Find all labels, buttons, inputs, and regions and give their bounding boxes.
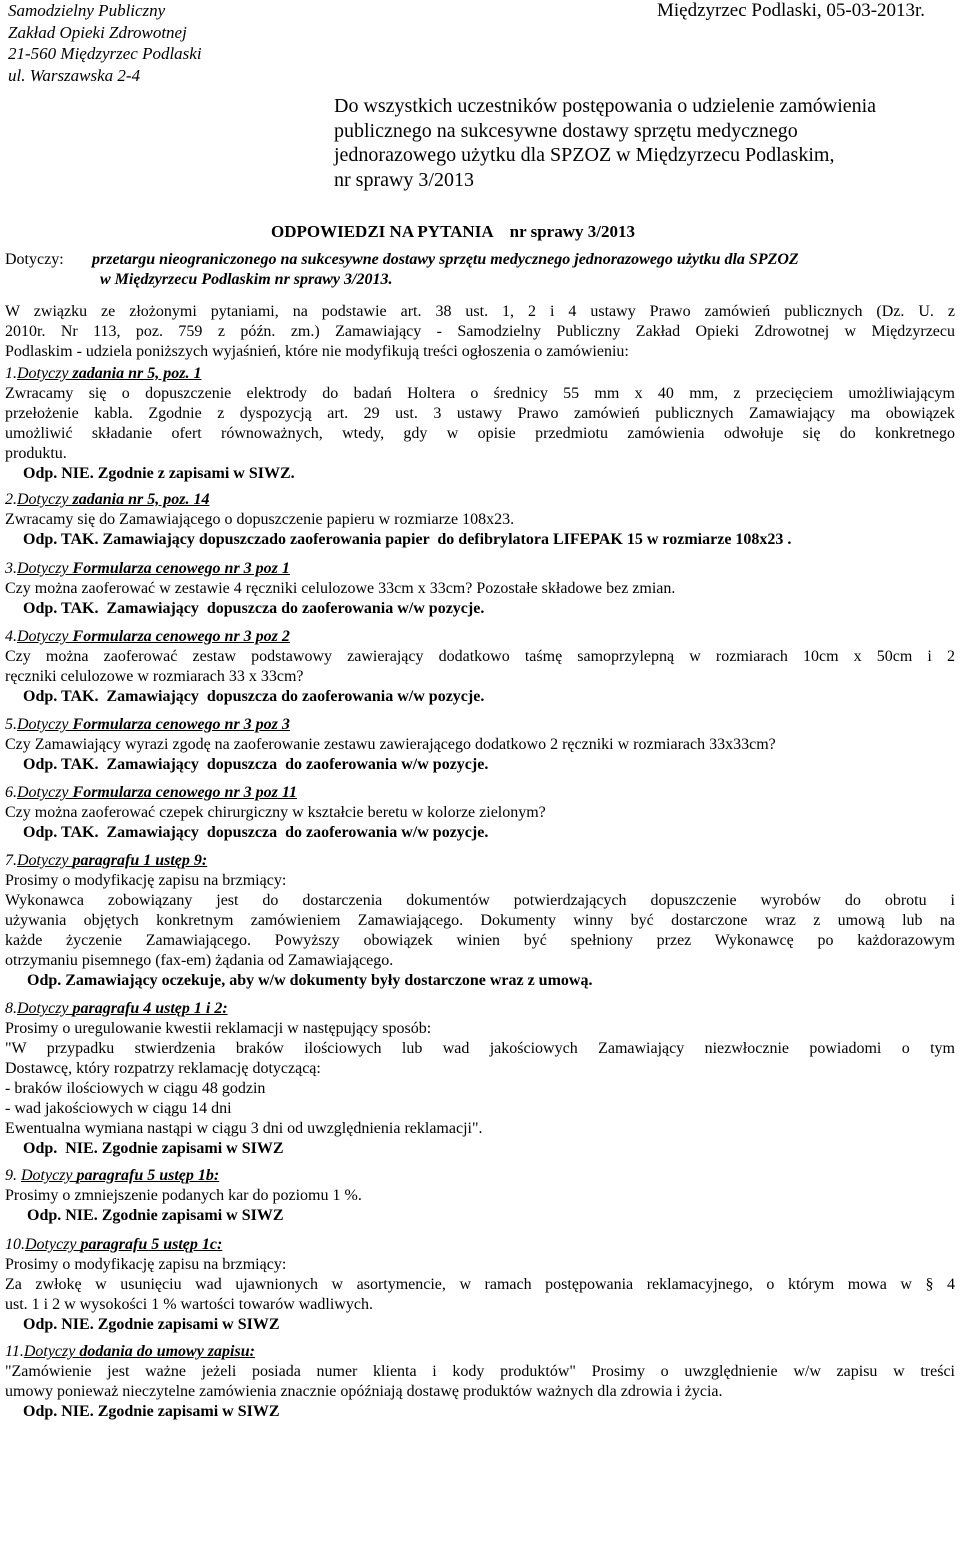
question-number: 8. (5, 1000, 17, 1017)
question-text-line: Prosimy o zmniejszenie podanych kar do poziomu 1 %. (5, 1187, 362, 1204)
recipient-line: nr sprawy 3/2013 (334, 168, 474, 191)
question-text-line: Za zwłokę w usunięciu wad ujawnionych w asortymencie, w ramach postępowania reklamacyjnego, o którym mowa w § 4 (5, 1276, 955, 1293)
question-subject: Dotyczy paragrafu 5 ustęp 1b: (21, 1167, 220, 1184)
sender-line: Zakład Opieki Zdrowotnej (8, 22, 187, 42)
question-subject: Dotyczy dodania do umowy zapisu: (23, 1343, 255, 1360)
question-text-line: Zwracamy się do Zamawiającego o dopuszczenie papieru w rozmiarze 108x23. (5, 511, 515, 528)
question-text-line: przełożenie kabla. Zgodnie z dyspozycją art. 29 ust. 3 ustawy Prawo zamówień publicznych Zamawiający ma obowiązek (5, 405, 955, 422)
subject-line: przetargu nieograniczonego na sukcesywne dostawy sprzętu medycznego jednorazowego użytku dla SPZOZ (92, 251, 799, 268)
question-heading (5, 627, 955, 647)
subject-label: Dotyczy: (5, 251, 64, 268)
question-text-line: Czy Zamawiający wyrazi zgodę na zaoferowanie zestawu zawierającego dodatkowo 2 ręczniki w rozmiarach 33x33cm? (5, 736, 776, 753)
question-item (5, 783, 955, 843)
answer-line: Odp. TAK. Zamawiający dopuszcza do zaoferowania w/w pozycje. (23, 688, 485, 705)
question-item (5, 1235, 955, 1335)
answer-line: Odp. TAK. Zamawiający dopuszcza do zaoferowania w/w pozycje. (23, 824, 489, 841)
intro-line: Podlaskim - udziela poniższych wyjaśnień, które nie modyfikują treści ogłoszenia o zamówieniu: (5, 343, 629, 360)
questions-list (5, 364, 955, 1422)
question-item (5, 490, 955, 550)
question-heading (5, 851, 955, 871)
sender-address (8, 0, 202, 86)
question-text-line: "Zamówienie jest ważne jeżeli posiada numer klienta i kody produktów" Prosimy o uwzględnienie w/w zapisu w treści (5, 1363, 955, 1380)
question-text-line: Czy można zaoferować w zestawie 4 ręczniki celulozowe 33cm x 33cm? Pozostałe składowe bez zmian. (5, 580, 676, 597)
question-subject: Dotyczy paragrafu 1 ustęp 9: (17, 852, 208, 869)
question-text-line: - braków ilościowych w ciągu 48 godzin (5, 1080, 266, 1097)
question-number: 5. (5, 716, 17, 733)
question-item (5, 851, 955, 991)
question-text-line: używania objętych konkretnym zamówieniem Zamawiającego. Dokumenty winny być dostarczone wraz z umową lub na (5, 912, 955, 929)
answer-line: Odp. TAK. Zamawiający dopuszcza do zaoferowania w/w pozycje. (23, 600, 485, 617)
subject-line: w Międzyrzecu Podlaskim nr sprawy 3/2013. (100, 271, 393, 288)
subject-text (92, 250, 799, 290)
question-subject: Dotyczy zadania nr 5, poz. 14 (17, 491, 210, 508)
question-text-line: Czy można zaoferować czepek chirurgiczny w kształcie beretu w kolorze zielonym? (5, 804, 546, 821)
question-text-line: ust. 1 i 2 w wysokości 1 % wartości towarów wadliwych. (5, 1296, 373, 1313)
question-item (5, 364, 955, 484)
question-heading (5, 715, 955, 735)
question-number: 10. (5, 1236, 25, 1253)
sender-line: Samodzielny Publiczny (8, 1, 166, 20)
question-subject: Dotyczy paragrafu 5 ustęp 1c: (25, 1236, 223, 1253)
question-item (5, 1342, 955, 1422)
question-item (5, 627, 955, 707)
question-item (5, 999, 955, 1159)
question-subject: Dotyczy zadania nr 5, poz. 1 (17, 365, 202, 382)
question-number: 11. (5, 1343, 24, 1360)
questions-container (5, 364, 955, 1422)
answer-line: Odp. NIE. Zgodnie zapisami w SIWZ (23, 1316, 280, 1333)
question-text-line: produktu. (5, 445, 67, 462)
question-number: 3. (5, 560, 17, 577)
question-subject: Dotyczy Formularza cenowego nr 3 poz 3 (17, 716, 290, 733)
sender-line: ul. Warszawska 2-4 (8, 65, 141, 85)
question-heading (5, 1235, 955, 1255)
recipient-block (334, 94, 876, 192)
document-title: ODPOWIEDZI NA PYTANIA nr sprawy 3/2013 (271, 222, 635, 241)
question-text-line: umożliwić składanie ofert równoważnych, wtedy, gdy w opisie przedmiotu zamówienia odwołuje się do konkretnego (5, 425, 955, 442)
question-text-line: Zwracamy się o dopuszczenie elektrody do badań Holtera o średnicy 55 mm x 40 mm, z przecięciem umożliwiającym (5, 385, 955, 402)
intro-line: 2010r. Nr 113, poz. 759 z późn. zm.) Zamawiający - Samodzielny Publiczny Zakład Opieki Zdrowotnej w Międzyrzecu (5, 323, 955, 340)
intro-line: W związku ze złożonymi pytaniami, na podstawie art. 38 ust. 1, 2 i 4 ustawy Prawo zamówień publicznych (Dz. U. z (5, 303, 955, 320)
answer-line: Odp. NIE. Zgodnie zapisami w SIWZ (23, 1403, 280, 1420)
question-text-line: Prosimy o modyfikację zapisu na brzmiący: (5, 1256, 287, 1273)
question-heading (5, 364, 955, 384)
question-heading (5, 1166, 955, 1186)
question-text-line: Prosimy o uregulowanie kwestii reklamacji w następujący sposób: (5, 1020, 432, 1037)
question-number: 6. (5, 784, 17, 801)
place-date: Międzyrzec Podlaski, 05-03-2013r. (657, 0, 926, 21)
question-heading (5, 559, 955, 579)
question-subject: Dotyczy Formularza cenowego nr 3 poz 2 (17, 628, 290, 645)
question-text-line: Czy można zaoferować zestaw podstawowy zawierający dodatkowo taśmę samoprzylepną w rozmiarach 10cm x 50cm i 2 (5, 648, 955, 665)
question-heading (5, 999, 955, 1019)
question-item (5, 715, 955, 775)
answer-line: Odp. NIE. Zgodnie z zapisami w SIWZ. (23, 465, 295, 482)
question-text-line: "W przypadku stwierdzenia braków ilościowych lub wad jakościowych Zamawiający niezwłocznie powiadomi o tym (5, 1040, 955, 1057)
sender-line: 21-560 Międzyrzec Podlaski (8, 44, 202, 64)
question-text-line: Ewentualna wymiana nastąpi w ciągu 3 dni od uwzględnienia reklamacji". (5, 1120, 483, 1137)
question-subject: Dotyczy Formularza cenowego nr 3 poz 1 (17, 560, 290, 577)
question-text-line: Dostawcę, który rozpatrzy reklamację dotyczącą: (5, 1060, 321, 1077)
answer-line: Odp. TAK. Zamawiający dopuszczado zaoferowania papier do defibrylatora LIFEPAK 15 w rozmiarze 108x23 . (23, 531, 792, 548)
answer-line: Odp. TAK. Zamawiający dopuszcza do zaoferowania w/w pozycje. (23, 756, 489, 773)
question-number: 2. (5, 491, 17, 508)
question-text-line: Prosimy o modyfikację zapisu na brzmiący: (5, 872, 287, 889)
question-heading (5, 1342, 955, 1362)
question-number: 7. (5, 852, 17, 869)
question-item (5, 1166, 955, 1226)
question-text-line: otrzymaniu pisemnego (fax-em) żądania od Zamawiającego. (5, 952, 394, 969)
question-heading (5, 783, 955, 803)
question-text-line: umowy ponieważ nieczytelne zamówienia znacznie opóźniają dostawę produktów ważnych dla zdrowia i życia. (5, 1383, 723, 1400)
answer-line: Odp. NIE. Zgodnie zapisami w SIWZ (23, 1207, 284, 1224)
question-item (5, 559, 955, 619)
answer-line: Odp. NIE. Zgodnie zapisami w SIWZ (23, 1140, 284, 1157)
question-subject: Dotyczy paragrafu 4 ustęp 1 i 2: (17, 1000, 228, 1017)
question-text-line: - wad jakościowych w ciągu 14 dni (5, 1100, 232, 1117)
recipient-line: jednorazowego użytku dla SPZOZ w Międzyrzecu Podlaskim, (334, 144, 835, 166)
question-number: 1. (5, 365, 17, 382)
answer-line: Odp. Zamawiający oczekuje, aby w/w dokumenty były dostarczone wraz z umową. (23, 972, 593, 989)
question-text-line: ręczniki celulozowe w rozmiarach 33 x 33cm? (5, 668, 304, 685)
recipient-line: publicznego na sukcesywne dostawy sprzętu medycznego (334, 119, 798, 142)
question-heading (5, 490, 955, 510)
question-text-line: każde życzenie Zamawiającego. Powyższy obowiązek winien być spełniony przez Wykonawcę po każdorazowym (5, 932, 955, 949)
question-subject: Dotyczy Formularza cenowego nr 3 poz 11 (17, 784, 298, 801)
intro-paragraph (5, 302, 955, 362)
recipient-line: Do wszystkich uczestników postępowania o udzielenie zamówienia (334, 95, 877, 117)
question-number: 9. (5, 1167, 21, 1184)
question-text-line: Wykonawca zobowiązany jest do dostarczenia dokumentów potwierdzających dopuszczenie wyrobów do obrotu i (5, 892, 955, 909)
question-number: 4. (5, 628, 17, 645)
